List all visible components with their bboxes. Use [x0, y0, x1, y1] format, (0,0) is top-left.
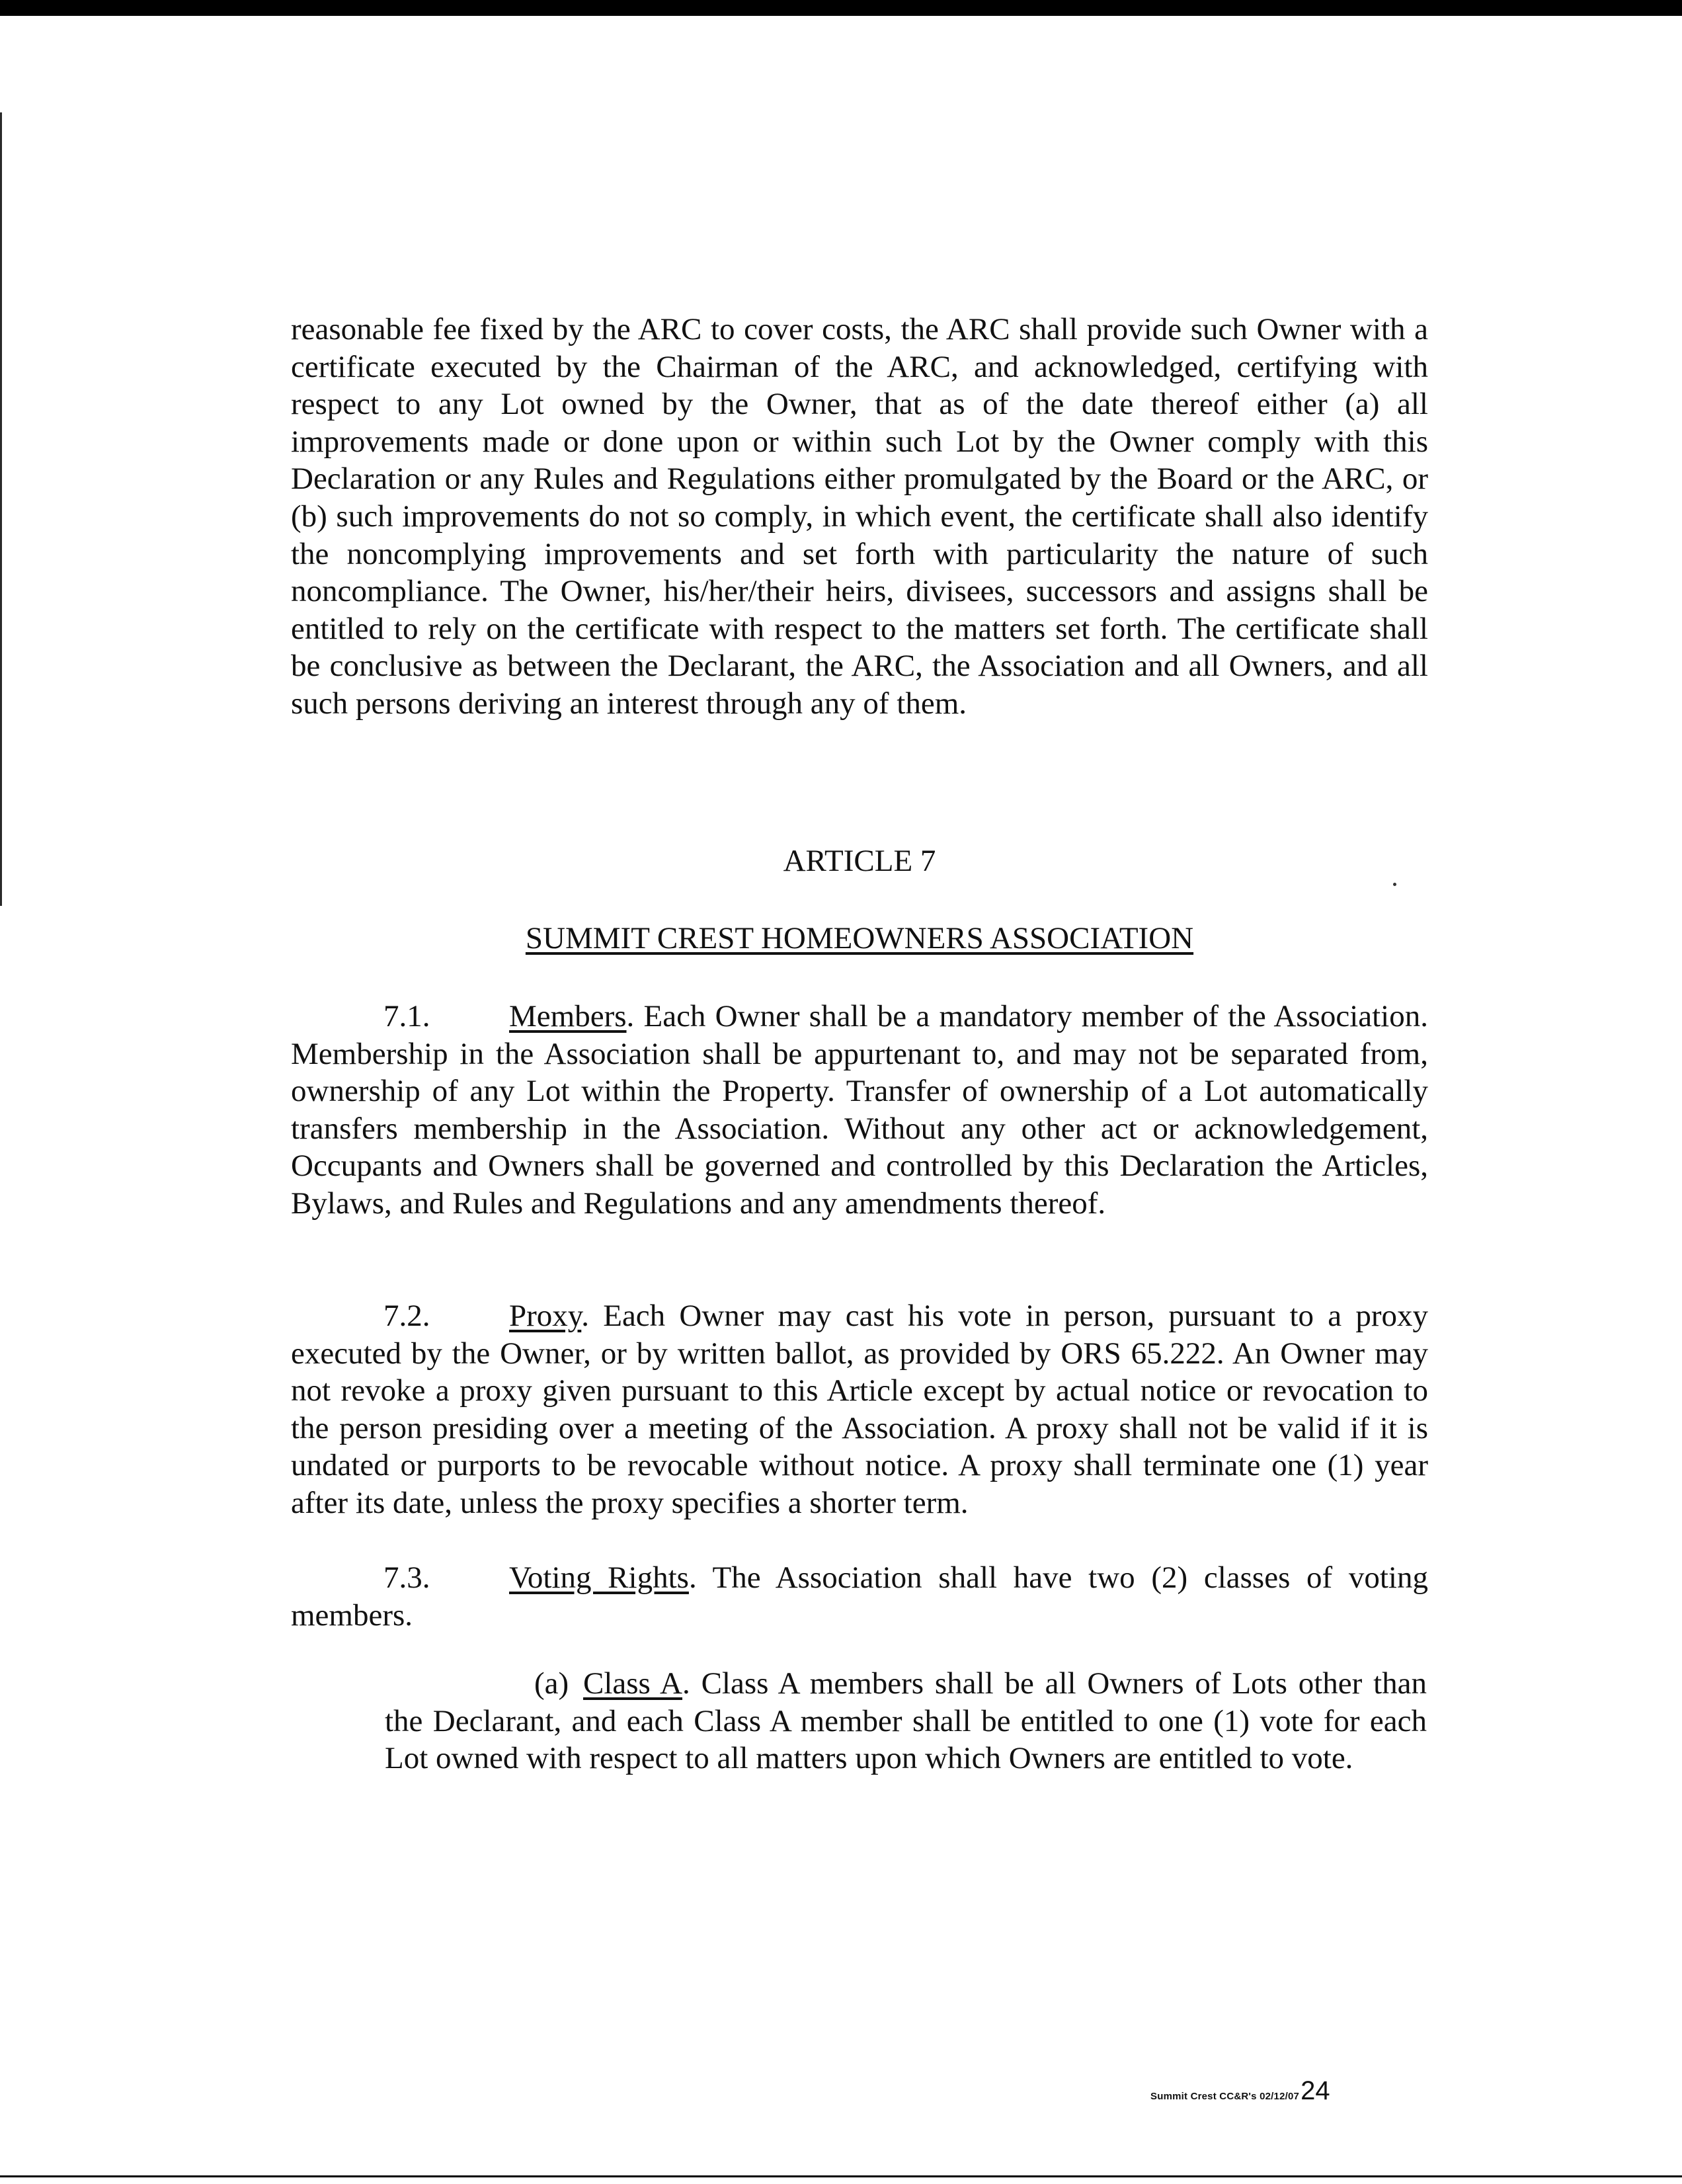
- page-number: 24: [1301, 2076, 1330, 2105]
- scan-speck: [1393, 883, 1396, 886]
- section-7-3: [291, 1559, 1428, 1634]
- section-number: 7.1.: [383, 999, 430, 1033]
- section-text: . The Association shall have two (2) classes of voting members.: [291, 1560, 1428, 1633]
- article-title: SUMMIT CREST HOMEOWNERS ASSOCIATION: [525, 921, 1194, 955]
- document-body: [291, 311, 1428, 723]
- subsection-text: . Class A members shall be all Owners of Lots other than the Declarant, and each Class A member shall be entitled to one (1) vote for each Lot owned with respect to all matters upon which Owners are entitled to vote.: [385, 1666, 1427, 1776]
- page-footer: [1150, 2076, 1330, 2106]
- scan-bottom-border: [0, 2175, 1682, 2177]
- subsection-label: (a): [534, 1666, 569, 1701]
- section-number: 7.2.: [383, 1299, 430, 1333]
- section-7-1: [291, 998, 1428, 1223]
- article-number: ARTICLE 7: [783, 844, 936, 878]
- subsection-7-3-a: [385, 1665, 1427, 1777]
- section-number: 7.3.: [383, 1560, 430, 1595]
- scan-top-border: [0, 0, 1682, 16]
- section-heading: Proxy: [509, 1299, 582, 1333]
- intro-paragraph: reasonable fee fixed by the ARC to cover costs, the ARC shall provide such Owner with a certificate executed by the Chairman of the ARC, and acknowledged, certifying with respect to any Lot owned by the Owner, that as of the date thereof either (a) all improvements made or done upon or within such Lot by the Owner comply with this Declaration or any Rules and Regulations either promulgated by the Board or the ARC, or (b) such improvements do not so comply, in which event, the certificate shall also identify the noncomplying improvements and set forth with particularity the nature of such noncompliance. The Owner, his/her/their heirs, divisees, successors and assigns shall be entitled to rely on the certificate with respect to the matters set forth. The certificate shall be conclusive as between the Declarant, the ARC, the Association and all Owners, and all such persons deriving an interest through any of them.: [291, 312, 1428, 721]
- footer-label: Summit Crest CC&R's 02/12/07: [1150, 2091, 1300, 2102]
- subsection-heading: Class A: [583, 1666, 683, 1701]
- section-heading: Members: [509, 999, 627, 1033]
- section-text: . Each Owner may cast his vote in person, pursuant to a proxy executed by the Owner, or by written ballot, as provided by ORS 65.222. An Owner may not revoke a proxy given pursuant to this Article except by actual notice or revocation to the person presiding over a meeting of the Association. A proxy shall not be valid if it is undated or purports to be revocable without notice. A proxy shall terminate one (1) year after its date, unless the proxy specifies a shorter term.: [291, 1299, 1428, 1520]
- section-heading: Voting Rights: [509, 1560, 689, 1595]
- scan-left-edge: [0, 112, 2, 906]
- section-text: . Each Owner shall be a mandatory member of the Association. Membership in the Association shall be appurtenant to, and may not be separated from, ownership of any Lot within the Property. Transfer of ownership of a Lot automatically transfers membership in the Association. Without any other act or acknowledgement, Occupants and Owners shall be governed and controlled by this Declaration the Articles, Bylaws, and Rules and Regulations and any amendments thereof.: [291, 999, 1428, 1221]
- section-7-2: [291, 1297, 1428, 1522]
